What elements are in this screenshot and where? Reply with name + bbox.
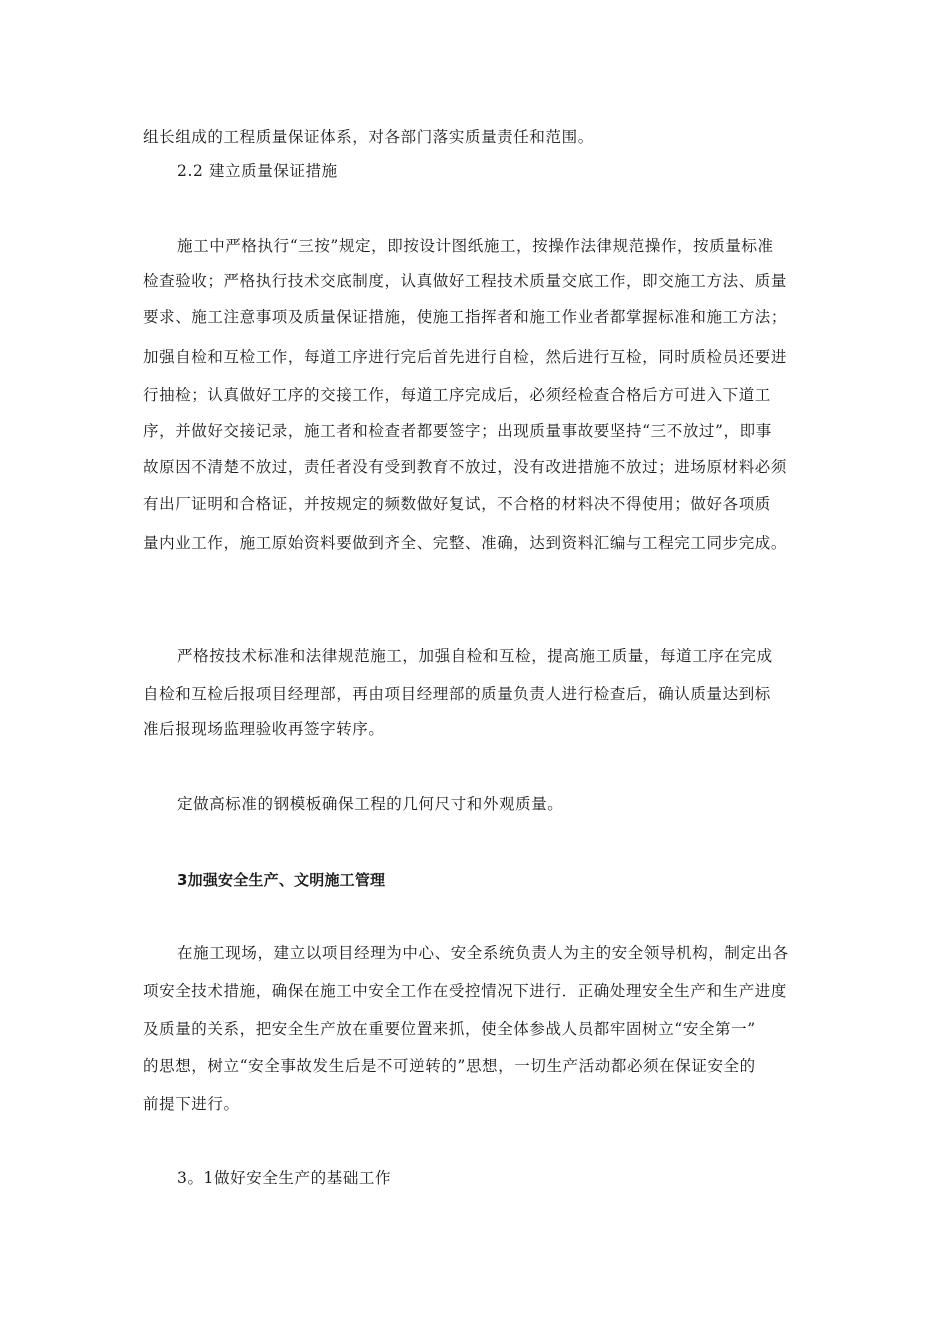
- paragraph-line: 自检和互检后报项目经理部，再由项目经理部的质量负责人进行检查后，确认质量达到标: [143, 685, 771, 703]
- paragraph-line: 要求、施工注意事项及质量保证措施，使施工指挥者和施工作业者都掌握标准和施工方法；: [143, 308, 788, 326]
- paragraph-line: 行抽检；认真做好工序的交接工作，每道工序完成后，必须经检查合格后方可进入下道工: [143, 386, 771, 404]
- paragraph-line: 组长组成的工程质量保证体系，对各部门落实质量责任和范围。: [143, 128, 594, 146]
- paragraph-line: 加强自检和互检工作，每道工序进行完后首先进行自检，然后进行互检，同时质检员还要进: [143, 348, 788, 366]
- section-heading-2-2: 2.2 建立质量保证措施: [177, 162, 338, 180]
- paragraph-line: 严格按技术标准和法律规范施工，加强自检和互检，提高施工质量，每道工序在完成: [177, 647, 773, 665]
- paragraph-line: 序，并做好交接记录，施工者和检查者都要签字；出现质量事故要坚持“三不放过”，即事: [143, 422, 772, 440]
- paragraph-line: 施工中严格执行“三按”规定，即按设计图纸施工，按操作法律规范操作，按质量标准: [177, 237, 774, 255]
- paragraph-line: 的思想，树立“安全事故发生后是不可逆转的”思想，一切生产活动都必须在保证安全的: [143, 1057, 756, 1075]
- paragraph-line: 故原因不清楚不放过，责任者没有受到教育不放过，没有改进措施不放过；进场原材料必须: [143, 458, 788, 476]
- paragraph-line: 检查验收；严格执行技术交底制度，认真做好工程技术质量交底工作，即交施工方法、质量: [143, 272, 788, 290]
- paragraph-line: 项安全技术措施，确保在施工中安全工作在受控情况下进行．正确处理安全生产和生产进度: [143, 982, 788, 1000]
- section-heading-3: 3加强安全生产、文明施工管理: [177, 871, 386, 889]
- paragraph-line: 在施工现场，建立以项目经理为中心、安全系统负责人为主的安全领导机构，制定出各: [177, 944, 789, 962]
- paragraph-line: 定做高标准的钢模板确保工程的几何尺寸和外观质量。: [177, 795, 564, 813]
- paragraph-line: 准后报现场监理验收再签字转序。: [143, 720, 385, 738]
- paragraph-line: 有出厂证明和合格证，并按规定的频数做好复试，不合格的材料决不得使用；做好各项质: [143, 495, 771, 513]
- section-heading-3-1: 3。1做好安全生产的基础工作: [177, 1169, 392, 1187]
- paragraph-line: 量内业工作，施工原始资料要做到齐全、完整、准确，达到资料汇编与工程完工同步完成。: [143, 534, 788, 552]
- paragraph-line: 前提下进行。: [143, 1095, 240, 1113]
- paragraph-line: 及质量的关系，把安全生产放在重要位置来抓，使全体参战人员都牢固树立“安全第一”: [143, 1020, 756, 1038]
